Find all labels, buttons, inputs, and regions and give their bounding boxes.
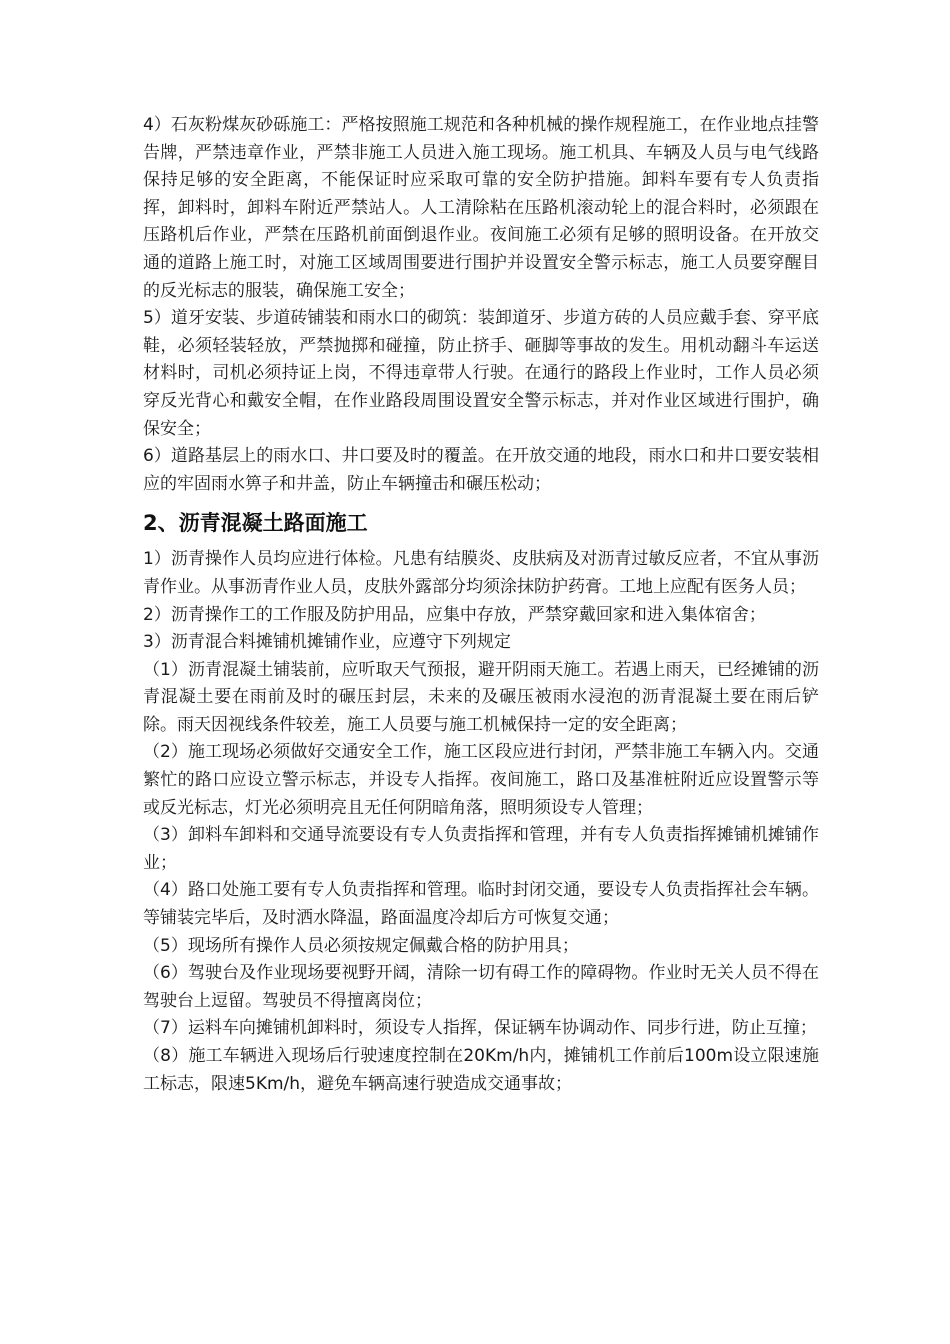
paragraph-item-5: 5）道牙安装、步道砖铺装和雨水口的砌筑：装卸道牙、步道方砖的人员应戴手套、穿平底鞋，必须轻装轻放，严禁抛掷和碰撞，防止挤手、砸脚等事故的发生。用机动翻斗车运送材料时，司机必须持证上岗，不得违章带人行驶。在通行的路段上作业时，工作人员必须穿反光背心和戴安全帽，在作业路段周围设置安全警示标志，并对作业区域进行围护，确保安全；	[143, 308, 819, 439]
sub-item-2: （2）施工现场必须做好交通安全工作，施工区段应进行封闭，严禁非施工车辆入内。交通繁忙的路口应设立警示标志，并设专人指挥。夜间施工，路口及基准桩附近应设置警示等或反光标志，灯光必须明亮且无任何阴暗角落，照明须设专人管理；	[143, 742, 819, 818]
sub-item-7: （7）运料车向摊铺机卸料时，须设专人指挥，保证辆车协调动作、同步行进，防止互撞；	[143, 1018, 817, 1039]
sub-item-3: （3）卸料车卸料和交通导流要设有专人负责指挥和管理，并有专人负责指挥摊铺机摊铺作业；	[143, 825, 819, 873]
paragraph-item-2: 2）沥青操作工的工作服及防护用品，应集中存放，严禁穿戴回家和进入集体宿舍；	[143, 604, 766, 625]
document-body	[143, 112, 819, 1098]
section-heading: 2、沥青混凝土路面施工	[143, 511, 368, 536]
sub-item-6: （6）驾驶台及作业现场要视野开阔，清除一切有碍工作的障碍物。作业时无关人员不得在驾驶台上逗留。驾驶员不得擅离岗位；	[143, 963, 819, 1011]
sub-item-8: （8）施工车辆进入现场后行驶速度控制在20Km/h内，摊铺机工作前后100m设立限速施工标志，限速5Km/h，避免车辆高速行驶造成交通事故；	[143, 1046, 819, 1094]
sub-item-5: （5）现场所有操作人员必须按规定佩戴合格的防护用具；	[143, 935, 579, 956]
paragraph-item-3: 3）沥青混合料摊铺机摊铺作业，应遵守下列规定	[143, 632, 511, 653]
sub-item-4: （4）路口处施工要有专人负责指挥和管理。临时封闭交通，要设专人负责指挥社会车辆。等铺装完毕后，及时洒水降温，路面温度冷却后方可恢复交通；	[143, 880, 819, 929]
paragraph-item-1: 1）沥青操作人员均应进行体检。凡患有结膜炎、皮肤病及对沥青过敏反应者，不宜从事沥青作业。从事沥青作业人员，皮肤外露部分均须涂抹防护药膏。工地上应配有医务人员；	[143, 549, 819, 597]
sub-item-1: （1）沥青混凝土铺装前，应听取天气预报，避开阴雨天施工。若遇上雨天，已经摊铺的沥青混凝土要在雨前及时的碾压封层，未来的及碾压被雨水浸泡的沥青混凝土要在雨后铲除。雨天因视线条件较差，施工人员要与施工机械保持一定的安全距离；	[143, 659, 819, 735]
paragraph-item-6: 6）道路基层上的雨水口、井口要及时的覆盖。在开放交通的地段，雨水口和井口要安装相应的牢固雨水箅子和井盖，防止车辆撞击和碾压松动；	[143, 446, 819, 494]
paragraph-item-4: 4）石灰粉煤灰砂砾施工：严格按照施工规范和各种机械的操作规程施工，在作业地点挂警告牌，严禁违章作业，严禁非施工人员进入施工现场。施工机具、车辆及人员与电气线路保持足够的安全距离，不能保证时应采取可靠的安全防护措施。卸料车要有专人负责指挥，卸料时，卸料车附近严禁站人。人工清除粘在压路机滚动轮上的混合料时，必须跟在压路机后作业，严禁在压路机前面倒退作业。夜间施工必须有足够的照明设备。在开放交通的道路上施工时，对施工区域周围要进行围护并设置安全警示标志，施工人员要穿醒目的反光标志的服装，确保施工安全；	[143, 115, 819, 301]
